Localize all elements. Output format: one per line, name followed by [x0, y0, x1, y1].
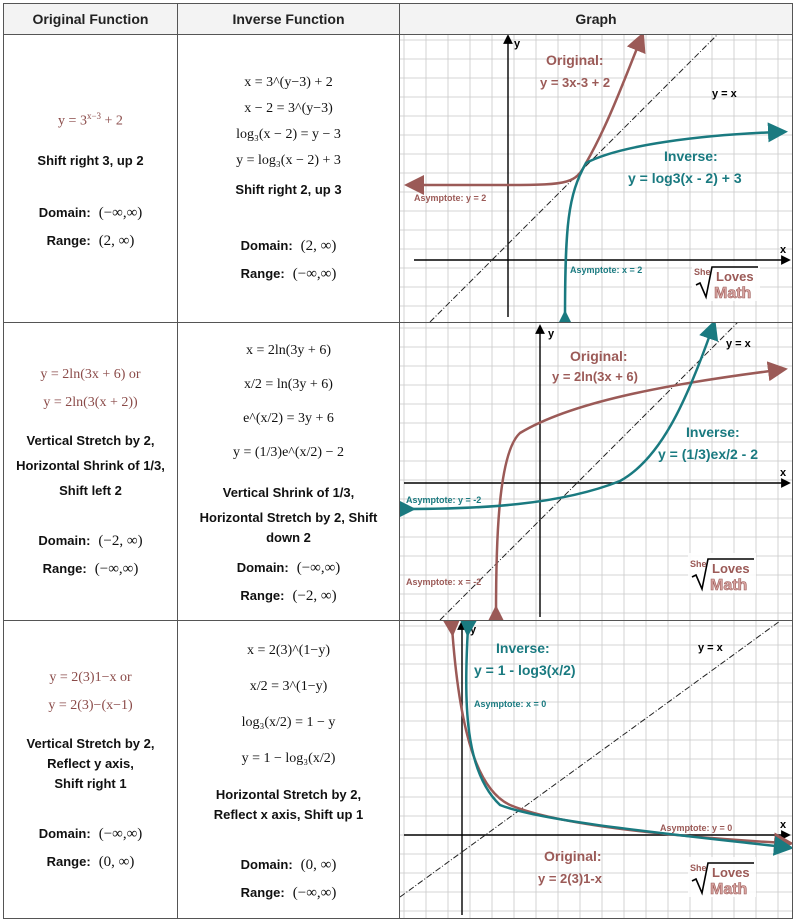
- row2-inverse-note3: down 2: [266, 529, 311, 545]
- row2-original-cell: [4, 323, 178, 621]
- yx-label: y = x: [698, 642, 723, 654]
- x-axis-label: x: [780, 467, 787, 479]
- row3-original-note2: Reflect y axis,: [47, 755, 134, 771]
- row3-inverse-step3: log₃(x/2) = 1 − y: [241, 714, 336, 730]
- svg-text:Loves: Loves: [716, 269, 754, 284]
- inverse-equation-label: y = log3(x - 2) + 3: [628, 170, 742, 186]
- original-equation-label: y = 2(3)1-x: [538, 871, 602, 886]
- svg-text:Loves: Loves: [712, 561, 750, 576]
- row1-original-cell: [4, 35, 178, 323]
- row3-original-domain: Domain: (−∞,∞): [38, 825, 143, 842]
- row2-inverse-range: Range: (−2, ∞): [240, 587, 337, 604]
- row2-original-range: Range: (−∞,∞): [42, 560, 139, 577]
- header-graph: Graph: [400, 4, 793, 35]
- row2-graph: [400, 323, 792, 620]
- svg-text:Loves: Loves: [712, 865, 750, 880]
- svg-text:She: She: [690, 863, 707, 873]
- row2-inverse-note1: Vertical Shrink of 1/3,: [222, 484, 355, 500]
- row2-inverse-domain: Domain: (−∞,∞): [236, 559, 341, 576]
- svg-text:She: She: [694, 267, 711, 277]
- svg-text:She: She: [690, 559, 707, 569]
- original-label: Original:: [544, 848, 602, 864]
- asymptote-original-label: Asymptote: x = -2: [406, 577, 482, 587]
- original-equation-label: y = 2ln(3x + 6): [552, 369, 638, 384]
- asymptote-original-label: Asymptote: y = 0: [660, 823, 733, 833]
- row3-original-cell: [4, 621, 178, 919]
- inverse-equation-label: y = (1/3)ex/2 - 2: [658, 446, 759, 462]
- y-axis-label: y: [548, 328, 555, 340]
- row1-original-domain: Domain: (−∞,∞): [38, 205, 143, 222]
- row2-original-equation2: y = 2ln(3(x + 2)): [43, 394, 138, 410]
- x-axis-label: x: [780, 244, 787, 256]
- row3-original-equation1: y = 2(3)1−x or: [49, 669, 132, 685]
- inverse-curve: [406, 329, 712, 509]
- original-label: Original:: [570, 348, 628, 364]
- shelovesmath-logo: [692, 261, 760, 302]
- row2-graph-cell: [400, 323, 793, 621]
- shelovesmath-logo: [688, 553, 756, 594]
- row3-graph-cell: [400, 621, 793, 919]
- row1-original-equation: $y = 3^{x-3} + 2$: [58, 110, 123, 129]
- row2-inverse-step3: e^(x/2) = 3y + 6: [243, 410, 334, 426]
- row2-inverse-note2: Horizontal Stretch by 2, Shift: [199, 509, 378, 525]
- row2-inverse-step1: x = 2ln(3y + 6): [245, 342, 331, 358]
- svg-text:Math: Math: [714, 285, 752, 302]
- row3-inverse-domain: Domain: (0, ∞): [240, 856, 337, 873]
- row3-graph: [400, 621, 792, 918]
- x-axis-label: x: [780, 819, 787, 831]
- row3-inverse-step1: x = 2(3)^(1−y): [246, 642, 330, 658]
- functions-table: [3, 3, 793, 919]
- row1-original-note: Shift right 3, up 2: [37, 153, 144, 169]
- row2-inverse-step2: x/2 = ln(3y + 6): [244, 376, 333, 392]
- row1-inverse-step1: x = 3^(y−3) + 2: [244, 74, 333, 90]
- yx-label: y = x: [712, 88, 737, 100]
- row3-inverse-cell: [178, 621, 400, 919]
- asymptote-inverse-label: Asymptote: x = 2: [570, 265, 643, 275]
- original-equation-label: y = 3x-3 + 2: [540, 75, 611, 90]
- row1-inverse-note: Shift right 2, up 3: [235, 181, 342, 197]
- row3-original-equation2: y = 2(3)−(x−1): [48, 697, 133, 713]
- asymptote-original-label: Asymptote: y = 2: [414, 193, 487, 203]
- inverse-label: Inverse:: [686, 424, 740, 440]
- row3-inverse-step4: y = 1 − log₃(x/2): [241, 750, 336, 766]
- row3-inverse-note2: Reflect x axis, Shift up 1: [213, 806, 364, 822]
- original-label: Original:: [546, 52, 604, 68]
- row2-original-domain: Domain: (−2, ∞): [38, 532, 143, 549]
- row2-original-note2: Horizontal Shrink of 1/3,: [16, 457, 165, 473]
- row1-inverse-cell: [178, 35, 400, 323]
- y-axis-label: y: [514, 38, 521, 50]
- row3-inverse-range: Range: (−∞,∞): [240, 884, 337, 901]
- row3-inverse-note1: Horizontal Stretch by 2,: [215, 786, 362, 802]
- asymptote-inverse-label: Asymptote: x = 0: [474, 699, 547, 709]
- row1-inverse-step4: y = log₃(x − 2) + 3: [236, 152, 341, 168]
- row3-original-note1: Vertical Stretch by 2,: [26, 735, 155, 751]
- row1-inverse-range: Range: (−∞,∞): [240, 265, 337, 282]
- shelovesmath-logo: [688, 857, 756, 898]
- asymptote-inverse-label: Asymptote: y = -2: [406, 495, 482, 505]
- svg-text:Math: Math: [710, 577, 748, 594]
- row2-inverse-cell: [178, 323, 400, 621]
- y-axis-label: y: [470, 624, 477, 636]
- yx-label: y = x: [726, 338, 751, 350]
- row2-original-note1: Vertical Stretch by 2,: [26, 432, 155, 448]
- inverse-label: Inverse:: [496, 640, 550, 656]
- row1-inverse-step2: x − 2 = 3^(y−3): [244, 100, 333, 116]
- row1-graph-cell: [400, 35, 793, 323]
- inverse-equation-label: y = 1 - log3(x/2): [474, 662, 576, 678]
- row1-inverse-domain: Domain: (2, ∞): [240, 237, 337, 254]
- header-inverse: Inverse Function: [178, 4, 400, 35]
- row1-graph: [400, 35, 792, 322]
- row1-original-range: Range: (2, ∞): [46, 233, 135, 250]
- header-original: Original Function: [4, 4, 178, 35]
- row3-original-note3: Shift right 1: [54, 775, 127, 791]
- svg-text:Math: Math: [710, 881, 748, 898]
- row2-original-equation1: y = 2ln(3x + 6) or: [40, 366, 141, 382]
- row3-inverse-step2: x/2 = 3^(1−y): [249, 678, 328, 694]
- row2-original-note3: Shift left 2: [59, 482, 122, 498]
- row1-inverse-step3: log₃(x − 2) = y − 3: [236, 126, 341, 142]
- row2-inverse-step4: y = (1/3)e^(x/2) − 2: [232, 444, 344, 460]
- inverse-label: Inverse:: [664, 148, 718, 164]
- row3-original-range: Range: (0, ∞): [46, 853, 135, 870]
